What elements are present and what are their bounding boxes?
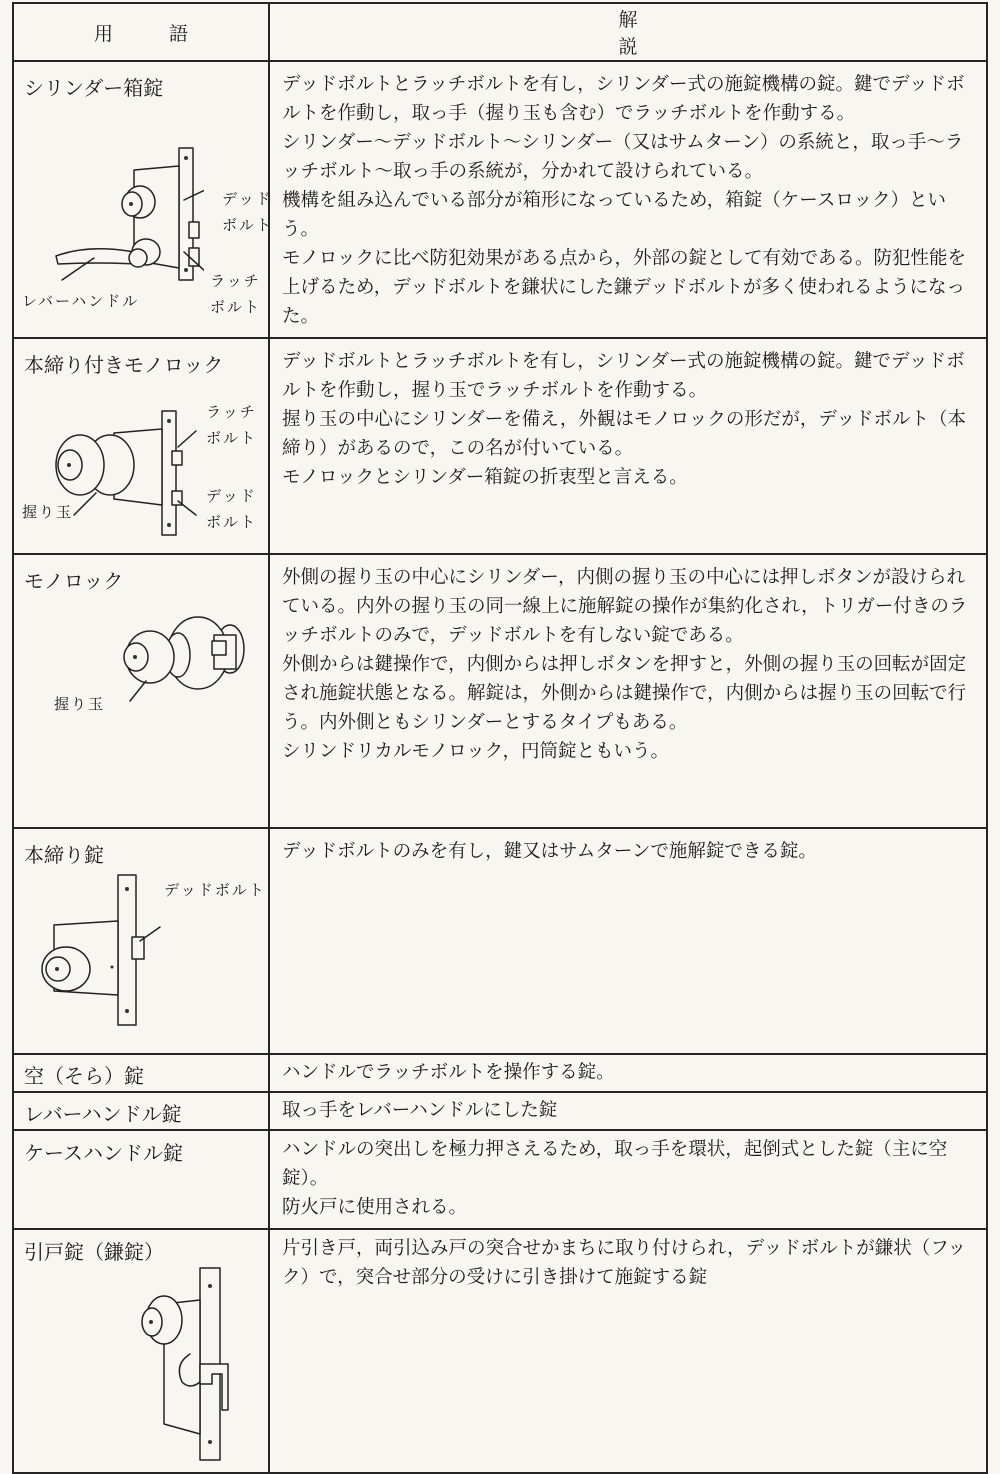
table-row [13, 554, 987, 828]
description-cell: デッドボルトとラッチボルトを有し，シリンダー式の施錠機構の錠。鍵でデッドボルトを作動し，握り玉でラッチボルトを作動する。 握り玉の中心にシリンダーを備え，外観はモノロックの形だが，デッドボルト（本締り）があるので，この名が付いている。 モノロックとシリンダー箱錠の折衷型と言える。 [269, 338, 987, 554]
description-cell: 外側の握り玉の中心にシリンダー，内側の握り玉の中心には押しボタンが設けられている。内外の握り玉の同一線上に施解錠の操作が集約化され，トリガー付きのラッチボルトのみで，デッドボルトを有しない錠である。 外側からは鍵操作で，内側からは押しボタンを押すと，外側の握り玉の回転が固定され施錠状態となる。解錠は，外側からは鍵操作で，内側からは握り玉の回転で行う。内外側ともシリンダーとするタイプもある。 シリンドリカルモノロック，円筒錠ともいう。 [269, 554, 987, 828]
term-cell [13, 1229, 269, 1473]
lever-handle-case-lock-icon [34, 140, 204, 290]
term-cell [13, 554, 269, 828]
term-label: 引戸錠（鎌錠） [24, 1240, 164, 1264]
hook-bolt-sliding-door-lock-icon [124, 1264, 254, 1464]
term-label: ケースハンドル錠 [24, 1141, 183, 1165]
term-cell [13, 828, 269, 1054]
term-label: 本締り付きモノロック [24, 353, 224, 377]
table-row [13, 338, 987, 554]
figure-label-deadbolt: デッド ボルト [206, 487, 258, 531]
table-row [13, 1054, 987, 1092]
table-row [13, 1229, 987, 1473]
table-row [13, 1130, 987, 1229]
table-row [13, 828, 987, 1054]
figure-label-knob: 握り玉 [22, 503, 74, 521]
description-cell: デッドボルトとラッチボルトを有し，シリンダー式の施錠機構の錠。鍵でデッドボルトを作動し，取っ手（握り玉も含む）でラッチボルトを作動する。 シリンダー～デッドボルト～シリンダー（又はサムターン）の系統と，取っ手～ラッチボルト～取っ手の系統が，分かれて設けられている。 機構を組み込んでいる部分が箱形になっているため，箱錠（ケースロック）という。 モノロックに比べ防犯効果がある点から，外部の錠として有効である。防犯性能を上げるため，デッドボルトを鎌状にした鎌デッドボルトが多く使われるようになった。 [269, 61, 987, 338]
description-cell: デッドボルトのみを有し，鍵又はサムターンで施解錠できる錠。 [269, 828, 987, 1054]
figure-label-latchbolt: ラッチ ボルト [206, 403, 258, 447]
term-label: モノロック [24, 569, 124, 593]
figure-label-knob: 握り玉 [54, 695, 106, 713]
figure-label-deadbolt: デッドボルト [164, 881, 266, 899]
figure-label-deadbolt: デッド ボルト [222, 190, 274, 234]
header-term: 用語 [13, 3, 269, 61]
term-cell [13, 1130, 269, 1229]
term-cell [13, 338, 269, 554]
term-label: レバーハンドル錠 [24, 1102, 182, 1126]
description-cell: ハンドルでラッチボルトを操作する錠。 [269, 1054, 987, 1092]
table-row [13, 61, 987, 338]
term-cell [13, 1054, 269, 1092]
description-cell: ハンドルの突出しを極力押さえるため，取っ手を環状，起倒式とした錠（主に空錠）。 防火戸に使用される。 [269, 1130, 987, 1229]
header-description: 解説 [269, 3, 987, 61]
description-cell: 片引き戸，両引込み戸の突合せかまちに取り付けられ，デッドボルトが鎌状（フック）で，突合せ部分の受けに引き掛けて施錠する錠 [269, 1229, 987, 1473]
term-label: 本締り錠 [24, 843, 104, 867]
lock-glossary-table [12, 2, 988, 1474]
term-cell [13, 1092, 269, 1130]
term-label: シリンダー箱錠 [24, 76, 164, 100]
cylindrical-knob-lock-icon [102, 613, 262, 723]
description-cell: 取っ手をレバーハンドルにした錠 [269, 1092, 987, 1130]
figure-label-latchbolt: ラッチ ボルト [210, 272, 262, 316]
table-row [13, 1092, 987, 1130]
table-header-row [13, 3, 987, 61]
term-cell [13, 61, 274, 338]
term-label: 空（そら）錠 [24, 1064, 144, 1088]
deadbolt-mortise-lock-icon [36, 871, 166, 1041]
figure-label-lever-handle: レバーハンドル [22, 292, 140, 310]
